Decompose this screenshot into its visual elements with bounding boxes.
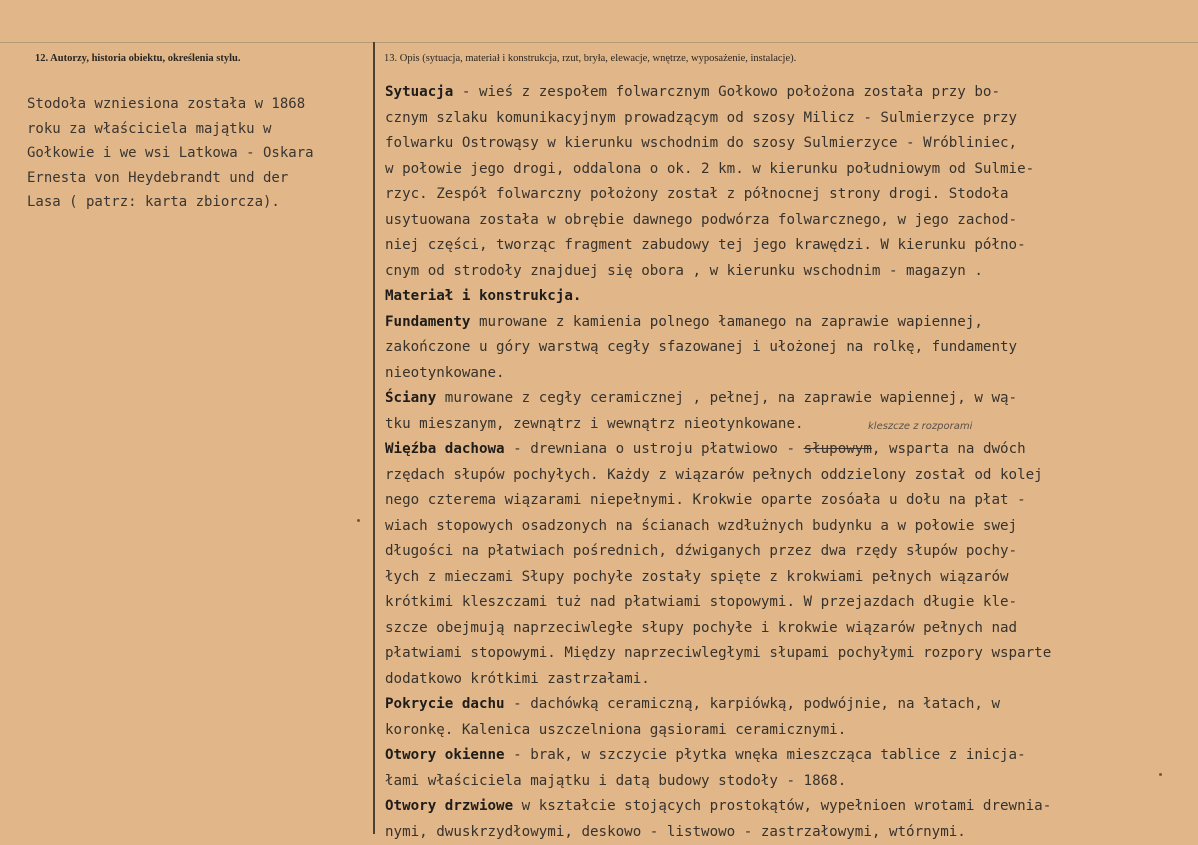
line-text: łami właściciela majątku i datą budowy stodoły - 1868. — [385, 773, 846, 789]
description-line — [385, 412, 1175, 438]
column-divider — [373, 42, 375, 834]
section-lead: Fundamenty — [385, 314, 470, 330]
line-text: szcze obejmują naprzeciwległe słupy pochyłe i krokwie wiązarów pełnych nad — [385, 620, 1017, 636]
line-text: nego czterema wiązarami niepełnymi. Krokwie oparte zosóała u dołu na płat - — [385, 492, 1026, 508]
section-lead: Pokrycie dachu — [385, 696, 505, 712]
description-line — [385, 106, 1175, 132]
line-text: w kształcie stojących prostokątów, wypełnioen wrotami drewnia- — [513, 798, 1051, 814]
description-line — [385, 361, 1175, 387]
description-line — [385, 284, 1175, 310]
description-line — [385, 641, 1175, 667]
description-line — [385, 743, 1175, 769]
description-line — [385, 539, 1175, 565]
line-text: usytuowana została w obrębie dawnego podwórza folwarcznego, w jego zachod- — [385, 212, 1017, 228]
description-line — [385, 233, 1175, 259]
description-line — [385, 131, 1175, 157]
description-line — [385, 794, 1175, 820]
paper-speck — [357, 519, 360, 522]
line-text: - wieś z zespołem folwarcznym Gołkowo położona została przy bo- — [453, 84, 1000, 100]
line-tail: , wsparta na dwóch — [872, 441, 1026, 457]
history-line: Gołkowie i we wsi Latkowa - Oskara — [27, 141, 367, 166]
line-text: folwarku Ostrowąsy w kierunku wschodnim do szosy Sulmierzyce - Wróbliniec, — [385, 135, 1017, 151]
description-line — [385, 437, 1175, 463]
history-line: Stodoła wzniesiona została w 1868 — [27, 92, 367, 117]
section-lead: Sytuacja — [385, 84, 453, 100]
top-rule — [0, 42, 1198, 43]
description-line — [385, 463, 1175, 489]
section-lead: Otwory okienne — [385, 747, 505, 763]
section-lead: Więźba dachowa — [385, 441, 505, 457]
line-text: murowane z kamienia polnego łamanego na zaprawie wapiennej, — [470, 314, 983, 330]
line-text: - drewniana o ustroju płatwiowo - — [505, 441, 804, 457]
description-line — [385, 259, 1175, 285]
line-text: rzyc. Zespół folwarczny położony został z północnej strony drogi. Stodoła — [385, 186, 1009, 202]
history-text — [27, 92, 367, 215]
line-text: dodatkowo krótkimi zastrzałami. — [385, 671, 650, 687]
description-line — [385, 514, 1175, 540]
line-text: długości na płatwiach pośrednich, dźwiganych przez dwa rzędy słupów pochy- — [385, 543, 1017, 559]
line-text: rzędach słupów pochyłych. Każdy z wiązarów pełnych oddzielony został od kolej — [385, 467, 1043, 483]
line-text: cnym od strodoły znajduej się obora , w kierunku wschodnim - magazyn . — [385, 263, 983, 279]
description-line — [385, 386, 1175, 412]
line-text: płatwiami stopowymi. Między naprzeciwległymi słupami pochyłymi rozpory wsparte — [385, 645, 1051, 661]
line-text: nieotynkowane. — [385, 365, 505, 381]
section-lead: Ściany — [385, 390, 436, 406]
description-line — [385, 565, 1175, 591]
description-line — [385, 208, 1175, 234]
line-text: krótkimi kleszczami tuż nad płatwiami stopowymi. W przejazdach długie kle- — [385, 594, 1017, 610]
line-text: zakończone u góry warstwą cegły sfazowanej i ułożonej na rolkę, fundamenty — [385, 339, 1017, 355]
line-text: nymi, dwuskrzydłowymi, deskowo - listwowo - zastrzałowymi, wtórnymi. — [385, 824, 966, 840]
description-line — [385, 769, 1175, 795]
description-line — [385, 488, 1175, 514]
description-text — [385, 80, 1175, 845]
paper-speck — [1159, 773, 1162, 776]
description-line — [385, 692, 1175, 718]
line-text: - dachówką ceramiczną, karpiówką, podwójnie, na łatach, w — [505, 696, 1000, 712]
handwritten-note: kleszcze z rozporami — [868, 421, 972, 432]
description-line — [385, 182, 1175, 208]
history-line: Ernesta von Heydebrandt und der — [27, 166, 367, 191]
description-line — [385, 157, 1175, 183]
line-text: koronkę. Kalenica uszczelniona gąsiorami ceramicznymi. — [385, 722, 846, 738]
section-lead: Materiał i konstrukcja. — [385, 288, 581, 304]
description-line — [385, 310, 1175, 336]
line-text: - brak, w szczycie płytka wnęka mieszcząca tablice z inicja- — [505, 747, 1026, 763]
section-lead: Otwory drzwiowe — [385, 798, 513, 814]
history-line: Lasa ( patrz: karta zbiorcza). — [27, 190, 367, 215]
description-line — [385, 590, 1175, 616]
struck-word: słupowym — [804, 441, 872, 457]
description-line — [385, 820, 1175, 845]
description-line — [385, 667, 1175, 693]
line-text: łych z mieczami Słupy pochyłe zostały spięte z krokwiami pełnych wiązarów — [385, 569, 1009, 585]
line-text: murowane z cegły ceramicznej , pełnej, na zaprawie wapiennej, w wą- — [436, 390, 1017, 406]
section-12-header: 12. Autorzy, historia obiektu, określenia stylu. — [35, 53, 240, 64]
description-line — [385, 80, 1175, 106]
line-text: w połowie jego drogi, oddalona o ok. 2 km. w kierunku południowym od Sulmie- — [385, 161, 1034, 177]
line-text: niej części, tworząc fragment zabudowy tej jego krawędzi. W kierunku półno- — [385, 237, 1026, 253]
line-text: tku mieszanym, zewnątrz i wewnątrz nieotynkowane. — [385, 416, 804, 432]
description-line — [385, 718, 1175, 744]
line-text: wiach stopowych osadzonych na ścianach wzdłużnych budynku a w połowie swej — [385, 518, 1017, 534]
history-line: roku za właściciela majątku w — [27, 117, 367, 142]
section-13-header: 13. Opis (sytuacja, materiał i konstrukcja, rzut, bryła, elewacje, wnętrze, wyposażenie, instalacje). — [384, 53, 796, 64]
line-text: cznym szlaku komunikacyjnym prowadzącym od szosy Milicz - Sulmierzyce przy — [385, 110, 1017, 126]
description-line — [385, 616, 1175, 642]
description-line — [385, 335, 1175, 361]
